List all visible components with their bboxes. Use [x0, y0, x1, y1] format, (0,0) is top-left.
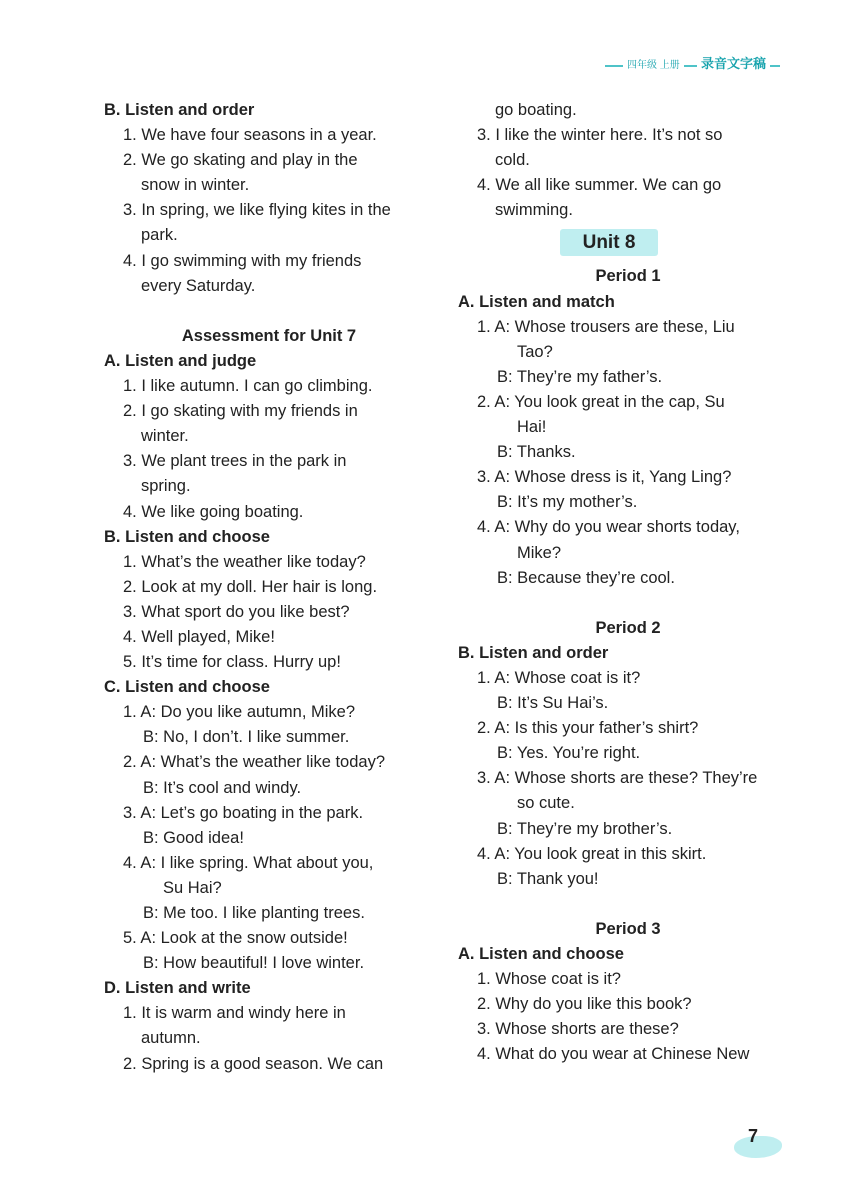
- item-continuation: park.: [141, 226, 178, 245]
- item-continuation: B: They’re my father’s.: [497, 367, 663, 386]
- numbered-item: 1. We have four seasons in a year.: [123, 126, 377, 145]
- item-continuation: autumn.: [141, 1029, 201, 1048]
- page-number-badge: [734, 1122, 784, 1166]
- numbered-item: 4. A: You look great in this skirt.: [477, 844, 707, 863]
- numbered-item: 3. In spring, we like flying kites in the: [123, 201, 391, 220]
- numbered-item: 4. A: Why do you wear shorts today,: [477, 518, 740, 537]
- numbered-item: 1. It is warm and windy here in: [123, 1004, 346, 1023]
- sub-heading: Period 2: [595, 618, 661, 637]
- numbered-item: 4. I go swimming with my friends: [123, 251, 362, 270]
- numbered-item: 4. A: I like spring. What about you,: [123, 853, 374, 872]
- section-heading: B. Listen and order: [104, 101, 255, 119]
- section-heading: B. Listen and order: [458, 643, 609, 662]
- sub-heading: Period 1: [595, 267, 661, 286]
- section-heading: A. Listen and choose: [458, 945, 624, 963]
- spacer: [458, 591, 798, 616]
- numbered-item: 5. It’s time for class. Hurry up!: [123, 653, 341, 672]
- sub-heading: Period 3: [595, 919, 661, 938]
- page-header: [605, 52, 785, 76]
- numbered-item: 1. What’s the weather like today?: [123, 552, 366, 571]
- numbered-item: 5. A: Look at the snow outside!: [123, 929, 348, 948]
- item-continuation: Tao?: [517, 342, 553, 361]
- left-column: [104, 98, 434, 1077]
- spacer: [104, 299, 434, 324]
- item-continuation: B: Me too. I like planting trees.: [143, 904, 365, 922]
- numbered-item: 4. Well played, Mike!: [123, 627, 275, 646]
- item-continuation: so cute.: [517, 794, 575, 813]
- header-title: 录音文字稿: [697, 53, 770, 72]
- item-continuation: B: It’s cool and windy.: [143, 778, 302, 797]
- unit-heading: [458, 223, 798, 264]
- item-continuation: go boating.: [495, 101, 577, 119]
- item-continuation: B: No, I don’t. I like summer.: [143, 728, 350, 747]
- sub-heading: Assessment for Unit 7: [181, 326, 357, 345]
- section-heading: A. Listen and match: [458, 292, 615, 311]
- numbered-item: 3. A: Whose shorts are these? They’re: [477, 769, 758, 788]
- numbered-item: 4. We like going boating.: [123, 502, 304, 521]
- unit-badge: Unit 8: [560, 229, 658, 256]
- section-heading: D. Listen and write: [104, 979, 251, 998]
- item-continuation: B: How beautiful! I love winter.: [143, 954, 365, 973]
- item-continuation: B: Thank you!: [497, 869, 599, 888]
- section-heading: C. Listen and choose: [104, 678, 270, 697]
- section-heading: B. Listen and choose: [104, 527, 270, 546]
- numbered-item: 3. We plant trees in the park in: [123, 452, 347, 471]
- numbered-item: 1. A: Do you like autumn, Mike?: [123, 703, 356, 722]
- numbered-item: 4. What do you wear at Chinese New: [477, 1045, 750, 1064]
- numbered-item: 1. Whose coat is it?: [477, 970, 621, 989]
- spacer: [458, 892, 798, 917]
- numbered-item: 2. We go skating and play in the: [123, 151, 358, 170]
- numbered-item: 3. I like the winter here. It’s not so: [477, 126, 723, 145]
- section-heading: A. Listen and judge: [104, 351, 257, 370]
- numbered-item: 2. I go skating with my friends in: [123, 402, 358, 421]
- item-continuation: B: Yes. You’re right.: [497, 744, 641, 763]
- item-continuation: B: They’re my brother’s.: [497, 819, 673, 838]
- numbered-item: 4. We all like summer. We can go: [477, 176, 722, 195]
- numbered-item: 2. A: Is this your father’s shirt?: [477, 719, 699, 738]
- item-continuation: spring.: [141, 477, 191, 496]
- numbered-item: 2. A: What’s the weather like today?: [123, 753, 386, 772]
- numbered-item: 1. A: Whose trousers are these, Liu: [477, 317, 735, 336]
- item-continuation: every Saturday.: [141, 276, 256, 295]
- item-continuation: B: Because they’re cool.: [497, 568, 675, 587]
- numbered-item: 2. Why do you like this book?: [477, 995, 692, 1014]
- item-continuation: swimming.: [495, 201, 573, 220]
- item-continuation: B: It’s my mother’s.: [497, 493, 638, 512]
- header-grade: 四年级 上册: [623, 56, 684, 71]
- right-column: [458, 98, 798, 1067]
- numbered-item: 3. A: Let’s go boating in the park.: [123, 803, 364, 822]
- item-continuation: cold.: [495, 151, 530, 170]
- numbered-item: 3. A: Whose dress is it, Yang Ling?: [477, 468, 732, 487]
- numbered-item: 2. A: You look great in the cap, Su: [477, 392, 725, 411]
- item-continuation: B: Good idea!: [143, 828, 244, 847]
- page-number: 7: [748, 1126, 759, 1146]
- numbered-item: 1. A: Whose coat is it?: [477, 668, 641, 687]
- item-continuation: Hai!: [517, 418, 547, 437]
- item-continuation: snow in winter.: [141, 176, 250, 195]
- numbered-item: 1. I like autumn. I can go climbing.: [123, 377, 373, 396]
- item-continuation: B: It’s Su Hai’s.: [497, 694, 609, 713]
- numbered-item: 3. Whose shorts are these?: [477, 1020, 679, 1039]
- item-continuation: Mike?: [517, 543, 562, 562]
- item-continuation: B: Thanks.: [497, 443, 576, 462]
- item-continuation: winter.: [141, 427, 189, 446]
- numbered-item: 2. Look at my doll. Her hair is long.: [123, 577, 378, 596]
- numbered-item: 3. What sport do you like best?: [123, 602, 350, 621]
- item-continuation: Su Hai?: [163, 878, 222, 897]
- numbered-item: 2. Spring is a good season. We can: [123, 1054, 384, 1073]
